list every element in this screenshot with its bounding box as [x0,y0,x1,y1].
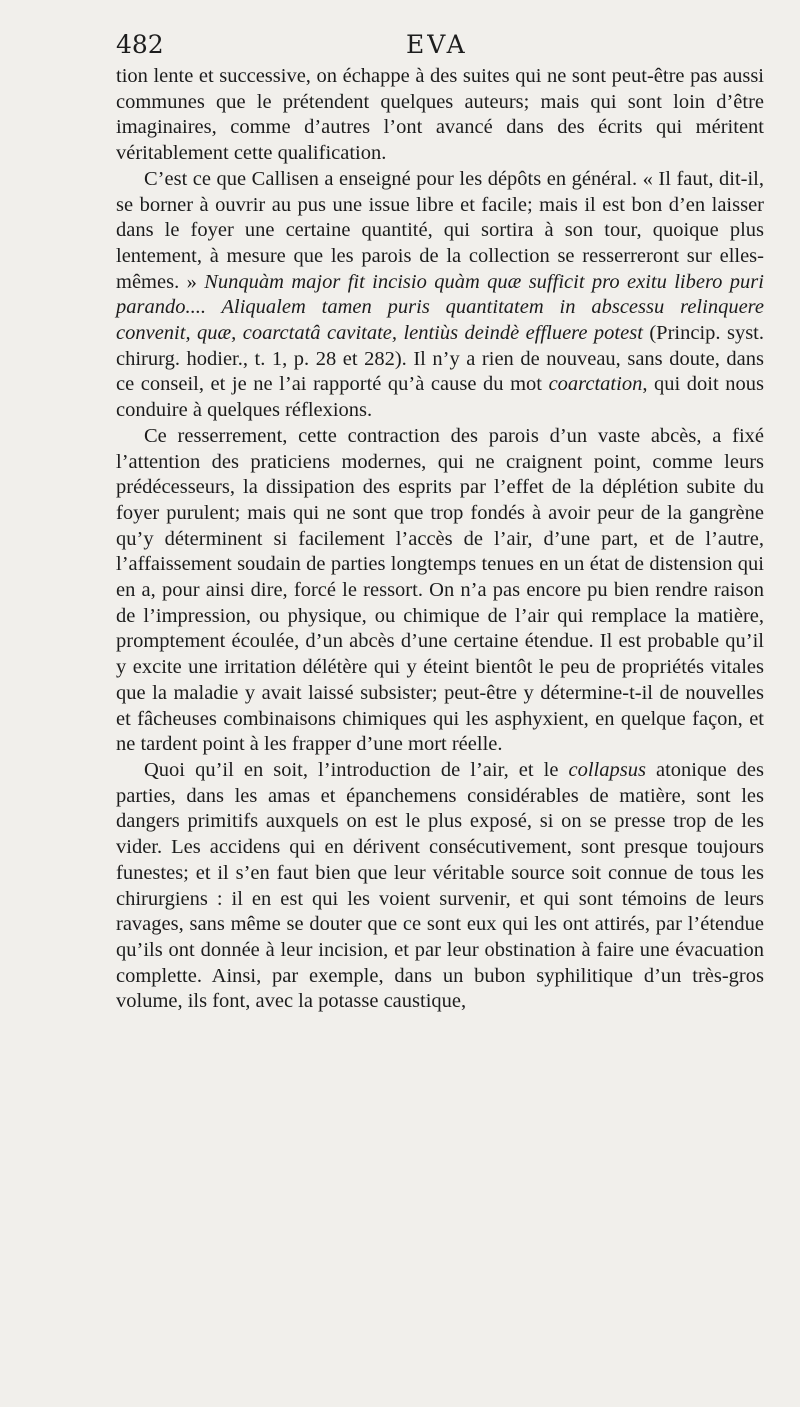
paragraph [116,64,764,167]
paragraph [116,424,764,758]
text-run: atonique des parties, dans les amas et épanchemens considérables de matière, sont les dangers primitifs auxquels on est le plus exposé, si on se presse trop de les vider. Les accidens qui en dérivent consécutivement, sont presque toujours funestes; et il s’en faut bien que leur véritable source soit connue de tous les chirurgiens : il en est qui les voient survenir, et qui sont témoins de leurs ravages, sans même se douter que ce sont eux qui les ont attirés, par l’étendue qu’ils ont donnée à leur incision, et par leur obstination à faire une évacuation complette. Ainsi, par exemple, dans un bubon syphilitique d’un très-gros volume, ils font, avec la potasse caustique, [116,758,764,1013]
running-head: EVA [406,30,468,59]
text-run: Ce resserrement, cette contraction des parois d’un vaste abcès, a fixé l’attention des praticiens modernes, qui ne craignent point, comme leurs prédécesseurs, la dissipation des esprits par l’effet de la déplétion subite du foyer purulent; mais qui ne sont que trop fondés à avoir peur de la gangrène qu’y déterminent si facilement l’accès de l’air, d’une part, et de l’autre, l’affaissement soudain de parties longtemps tenues en un état de distension qui en a, pour ainsi dire, forcé le ressort. On n’a pas encore pu bien rendre raison de l’impression, ou physique, ou chimique de l’air qui remplace la matière, promptement écoulée, d’un abcès d’une certaine étendue. Il est probable qu’il y excite une irritation délétère qui y éteint bientôt le peu de propriétés vitales que la maladie y avait laissé subsister; peut-être y détermine-t-il de nouvelles et fâcheuses combinaisons chimiques qui les asphyxient, en quelque façon, et ne tardent point à les frapper d’une mort réelle. [116,424,764,756]
text-run: tion lente et successive, on échappe à des suites qui ne sont peut-être pas aussi communes que le prétendent quelques auteurs; mais qui sont loin d’être imaginaires, comme d’autres l’ont avancé dans des écrits qui méritent véritablement cette qualification. [116,65,764,165]
text-run: Quoi qu’il en soit, l’introduction de l’air, et le [144,758,569,781]
paragraph [116,758,764,1015]
italic-text: Nunquàm major fit incisio quàm quæ sufficit pro exitu libero puri parando.... Aliqualem tamen puris quantitatem in abscessu relinquere convenit, quæ, coarctatâ cavitate, lentiùs deindè effluere potest [116,270,764,345]
text-run: C’est ce que Callisen a enseigné pour les dépôts en général. « Il faut, dit-il, se borner à ouvrir au pus une issue libre et facile; mais il est bon d’en laisser dans le foyer une certaine quantité, qui sortira à son tour, quoique plus lentement, à mesure que les parois de la collection se resserreront sur elles-mêmes. » [116,167,764,293]
paragraph [116,167,764,424]
text-run: (Princip. syst. chirurg. hodier., t. 1, p. 28 et 282). Il n’y a rien de nouveau, sans doute, dans ce conseil, et je ne l’ai rapporté qu’à cause du mot [116,322,764,396]
italic-text: coarctation [548,373,643,396]
text-run: , qui doit nous conduire à quelques réflexions. [116,373,764,422]
body-text [116,64,764,1015]
page-number: 482 [116,30,164,59]
italic-text: collapsus [568,758,646,781]
page-header [116,30,764,60]
